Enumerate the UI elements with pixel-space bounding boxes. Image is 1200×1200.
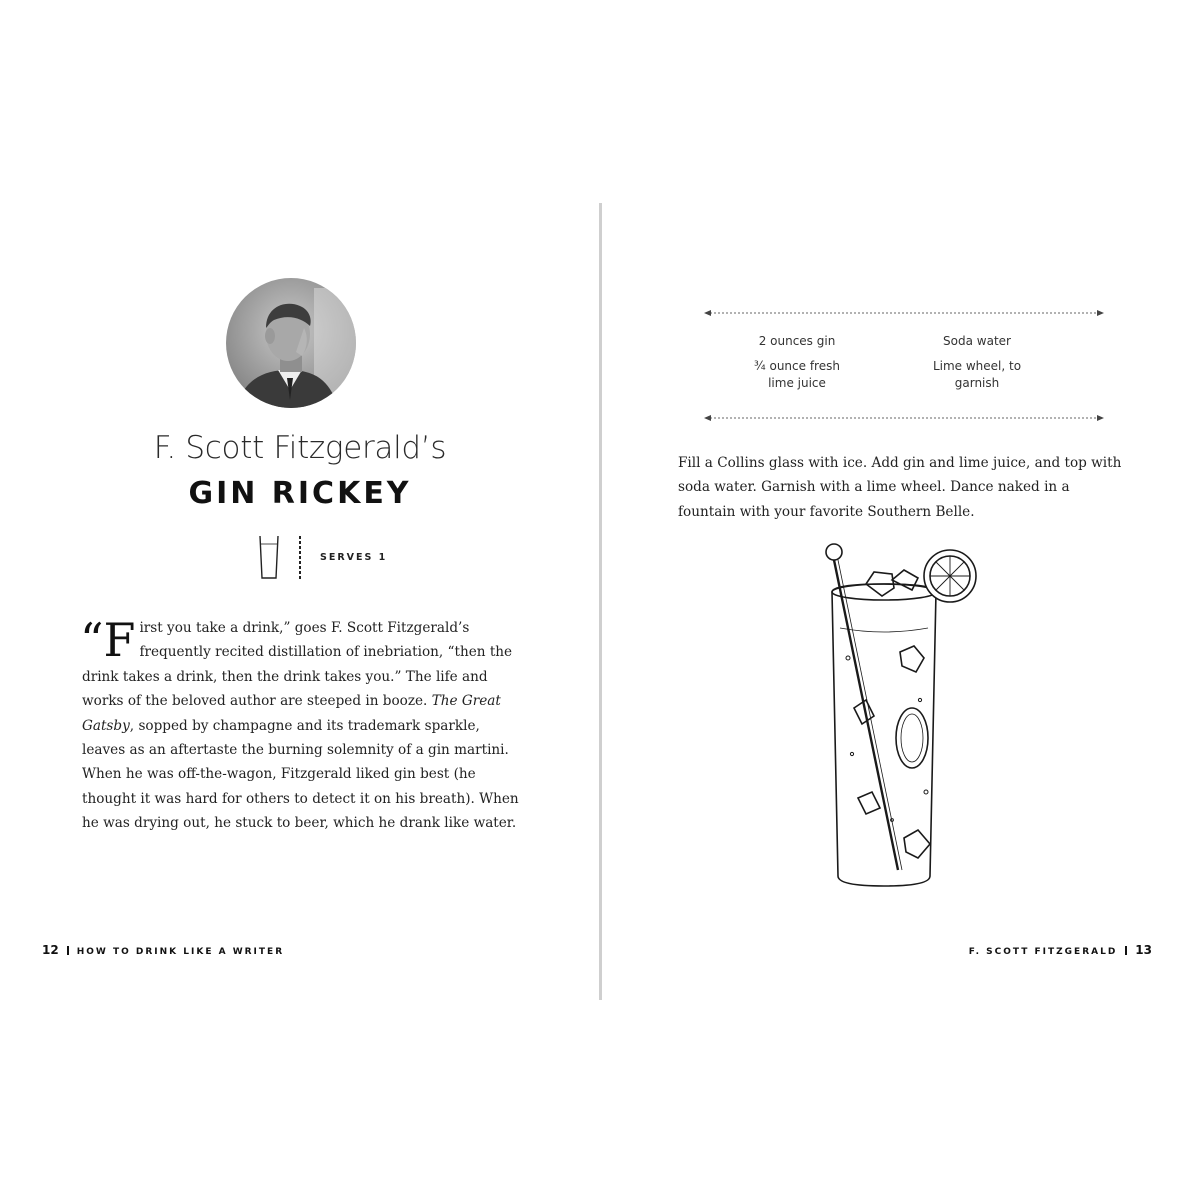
portrait-photo-icon	[226, 278, 356, 408]
serves-label: SERVES 1	[320, 552, 388, 563]
gin-rickey-illustration-icon	[822, 540, 1002, 890]
page-number-left: 12	[42, 943, 59, 957]
bar-spoon-icon	[296, 536, 304, 580]
right-folio	[969, 943, 1152, 957]
ingredient-item: 2 ounces gin	[758, 334, 836, 348]
ingredient-item: ¾ ounce fresh lime juice	[754, 359, 840, 390]
ingredients-column-1	[722, 333, 872, 392]
right-page	[601, 0, 1200, 1200]
method-paragraph: Fill a Collins glass with ice. Add gin and lime juice, and top with soda water. Garnish with a lime wheel. Dance naked in a fountain with your favorite Southern Belle.	[678, 455, 1122, 520]
recipe-title-drink: GIN RICKEY	[188, 476, 412, 511]
intro-text-part-1: irst you take a drink,” goes F. Scott Fitzgerald’s frequently recited distillation of inebriation, “then the drink takes a drink, then the drink takes you.” The life and works of the beloved author are steeped in booze.	[82, 620, 513, 710]
ingredients-column-2	[902, 333, 1052, 392]
folio-separator	[1125, 946, 1127, 955]
bottom-dotted-rule	[704, 412, 1104, 424]
book-title-italic: The Great Gatsby	[82, 693, 501, 734]
running-head-right: F. SCOTT FITZGERALD	[968, 947, 1118, 957]
folio-separator	[67, 946, 69, 955]
recipe-title-author: F. Scott Fitzgerald’s	[153, 430, 447, 466]
highball-glass-icon	[258, 534, 280, 580]
running-head-left: HOW TO DRINK LIKE A WRITER	[76, 947, 285, 957]
left-folio	[42, 943, 284, 957]
ingredient-item: Lime wheel, to garnish	[932, 359, 1022, 390]
page-number-right: 13	[1135, 943, 1152, 957]
drop-cap: “F	[80, 613, 136, 667]
ingredient-item: Soda water	[943, 334, 1011, 348]
intro-text-part-2: , sopped by champagne and its trademark sparkle, leaves as an aftertaste the burning solemnity of a gin martini. When he was off-the-wagon, Fitzgerald liked gin best (he thought it was hard for others to detect it on his breath). When he was drying out, he stuck to beer, which he drank like water.	[82, 717, 519, 832]
author-portrait	[226, 278, 356, 408]
intro-paragraph	[80, 613, 522, 836]
top-dotted-rule	[704, 307, 1104, 319]
